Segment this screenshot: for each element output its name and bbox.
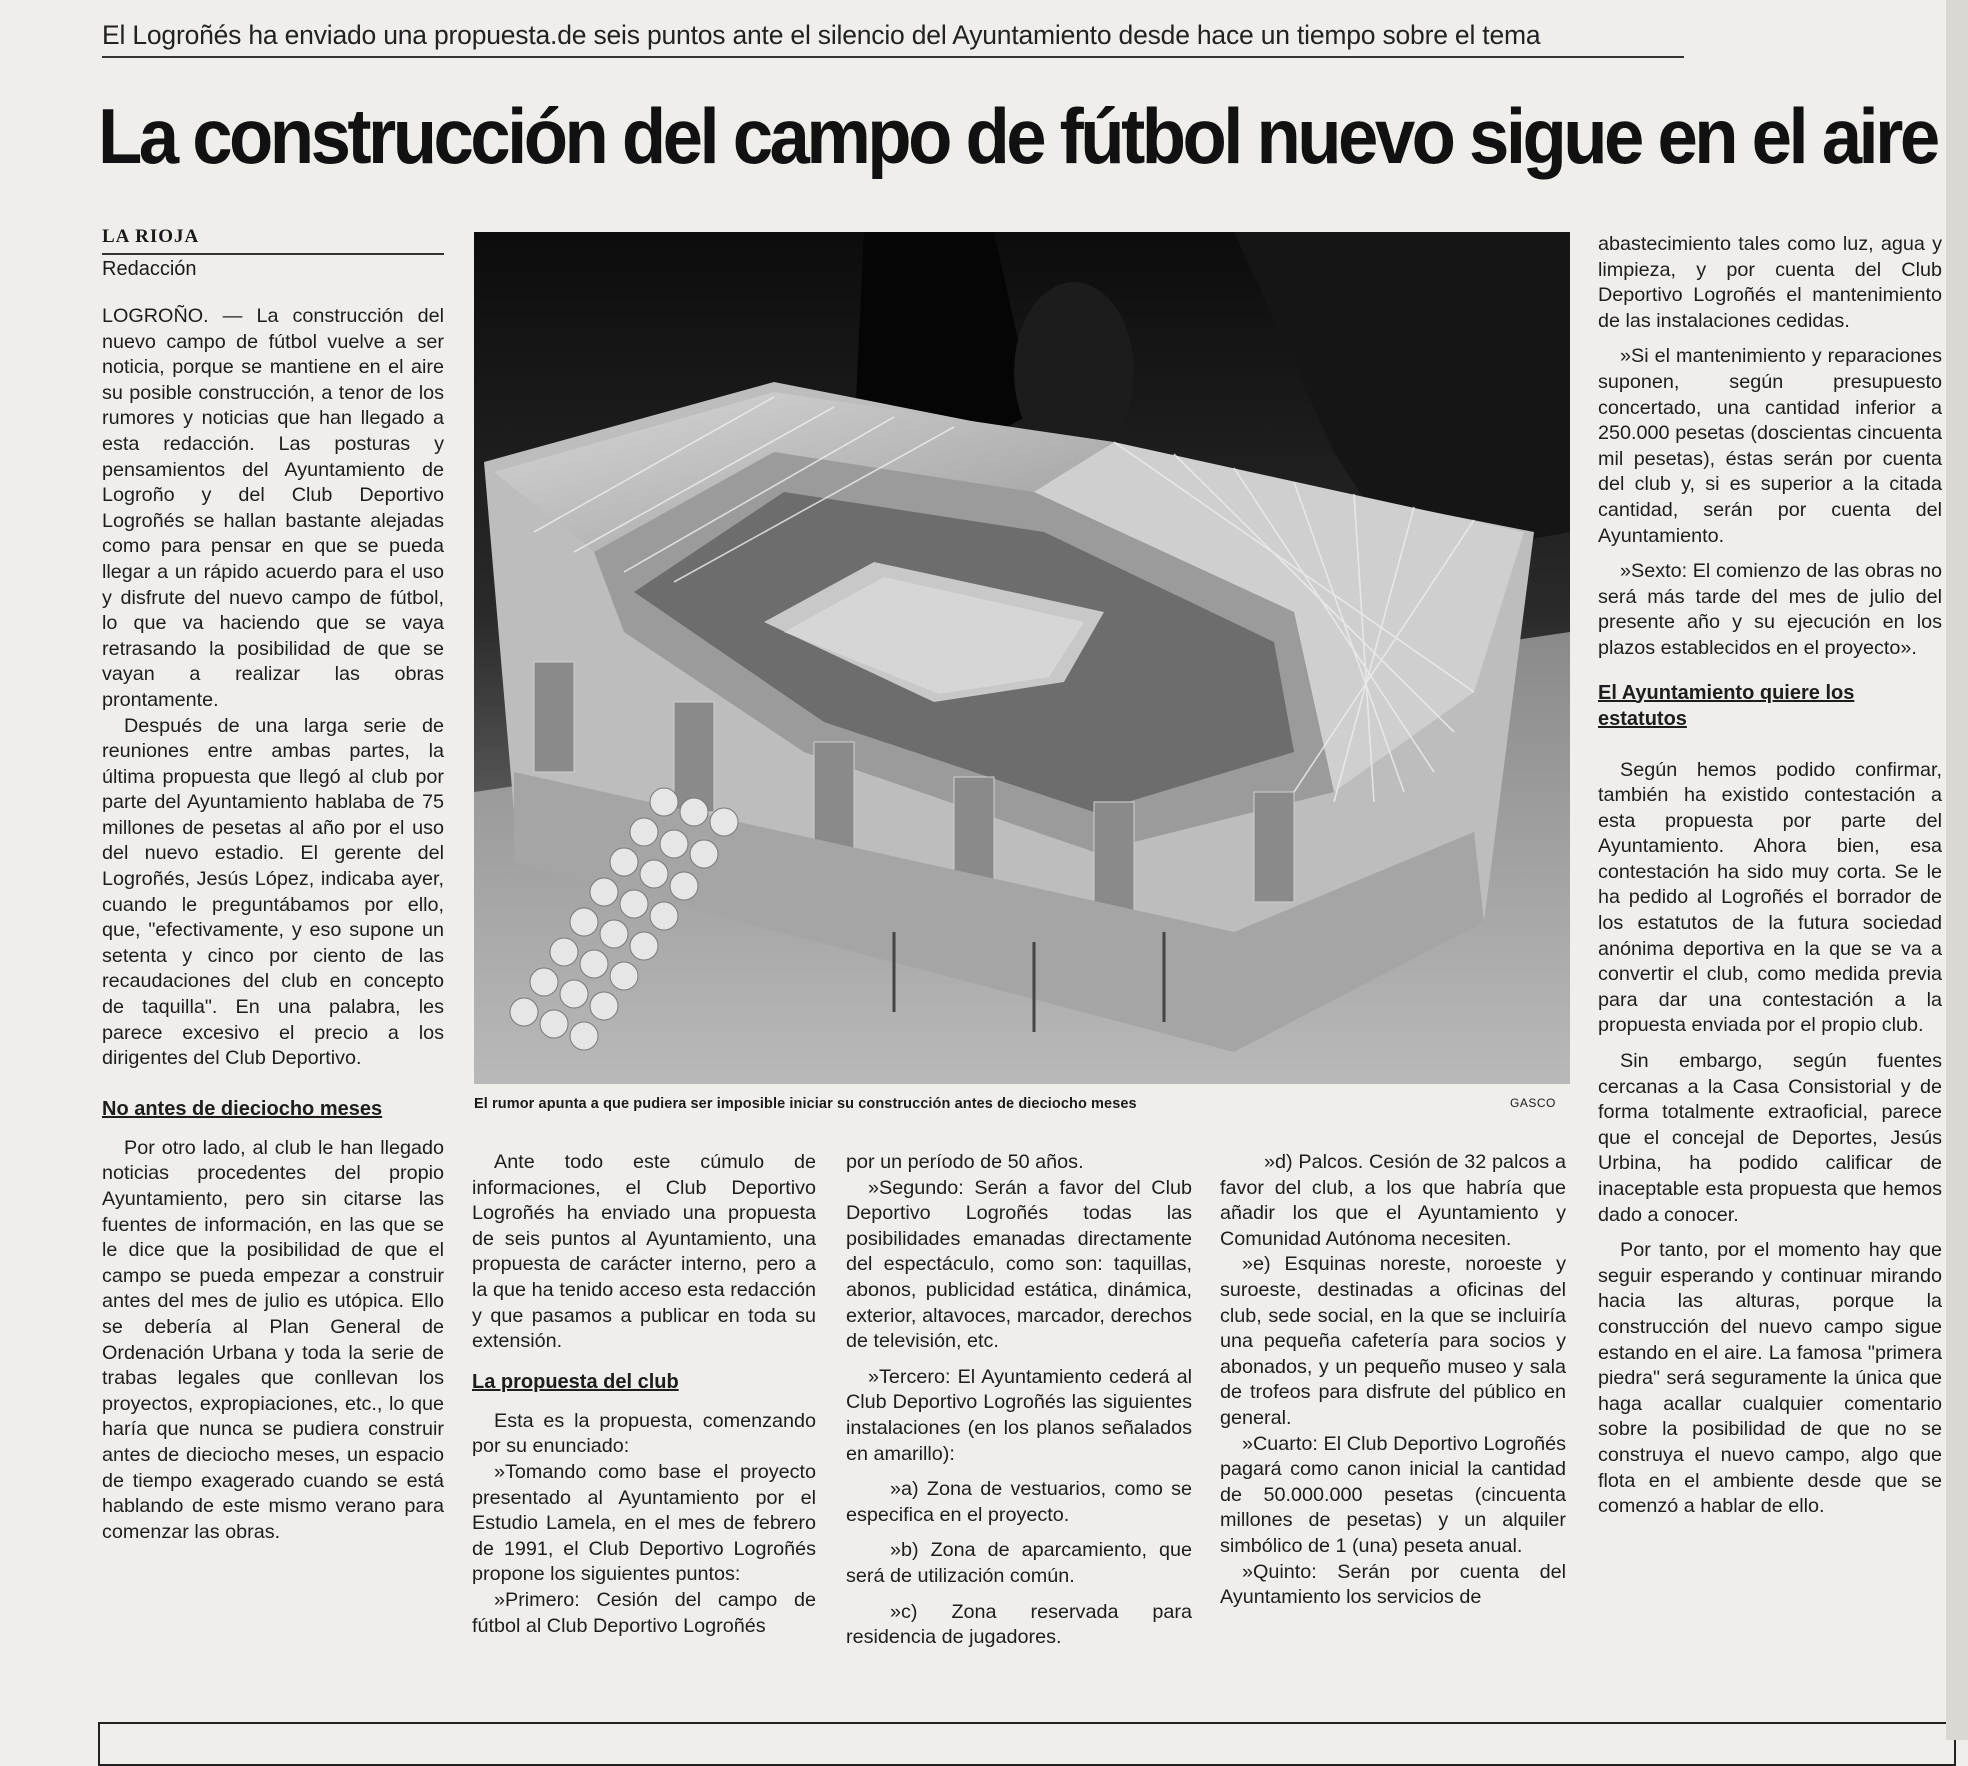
adjacent-page-edge (1946, 0, 1968, 1740)
article-kicker: El Logroñés ha enviado una propuesta.de seis puntos ante el silencio del Ayuntamiento desde hace un tiempo sobre el tema (102, 20, 1541, 50)
subheading: No antes de dieciocho meses (102, 1097, 383, 1120)
paragraph: »Segundo: Serán a favor del Club Deportivo Logroñés todas las posibilidades emanadas directamente del espectáculo, como son: taquillas, abonos, publicidad estática, dinámica, exterior, altavoces, marcador, derechos de televisión, etc. (846, 1176, 1192, 1353)
paragraph: »Quinto: Serán por cuenta del Ayuntamiento los servicios de (1220, 1560, 1566, 1609)
paragraph: »Si el mantenimiento y reparaciones suponen, según presupuesto concertado, una cantidad inferior a 250.000 pesetas (doscientas cincuenta mil pesetas), éstas serán por cuenta del club y, si es superior a la citada cantidad, serán por cuenta del Ayuntamiento. (1598, 345, 1942, 547)
article-headline: La construcción del campo de fútbol nuevo sigue en el aire (98, 92, 1937, 180)
stadium-model-photo (474, 232, 1570, 1084)
column-5 (1598, 232, 1942, 1520)
paragraph: LOGROÑO. — La construcción del nuevo campo de fútbol vuelve a ser noticia, porque se mantiene en el aire su posible construcción, a tenor de los rumores y noticias que han llegado a esta redacción. Las posturas y pensamientos del Ayuntamiento de Logroño y del Club Deportivo Logroñés se hallan bastante alejadas como para pensar en que se pueda llegar a un rápido acuerdo para el uso y disfrute del nuevo campo de fútbol, lo que va haciendo que se vaya retrasando la posibilidad de que se vayan a realizar las obras prontamente. (102, 305, 444, 711)
paragraph: Por otro lado, al club le han llegado noticias procedentes del propio Ayuntamiento, pero sin citarse las fuentes de información, en las que se le dice que la posibilidad de que el campo se pueda empezar a construir antes del mes de julio es utópica. Ello se debería al Plan General de Ordenación Urbana y toda la serie de trabas legales que conllevan los proyectos, expropiaciones, etc., lo que haría que nunca se pudiera construir antes de dieciocho meses, un espacio de tiempo exagerado cuando se está hablando de este mismo verano para comenzar las obras. (102, 1136, 444, 1543)
paragraph: »c) Zona reservada para residencia de jugadores. (846, 1600, 1192, 1649)
column-1 (102, 304, 444, 1545)
paragraph: Sin embargo, según fuentes cercanas a la Casa Consistorial y de forma totalmente extraoficial, parece que el concejal de Deportes, Jesús Urbina, ha podido calificar de inaceptable esta propuesta que hemos dado a conocer. (1598, 1050, 1942, 1226)
byline-desk: Redacción (102, 258, 197, 280)
paragraph: por un período de 50 años. (846, 1151, 1084, 1173)
paragraph: Ante todo este cúmulo de informaciones, el Club Deportivo Logroñés ha enviado una propuesta de seis puntos al Ayuntamiento, una propuesta de carácter interno, pero a la que ha tenido acceso esta redacción y que pasamos a publicar en toda su extensión. (472, 1151, 816, 1353)
paragraph: »Tomando como base el proyecto presentado al Ayuntamiento por el Estudio Lamela, en el mes de febrero de 1991, el Club Deportivo Logroñés propone los siguientes puntos: (472, 1460, 816, 1586)
subheading: El Ayuntamiento quiere los estatutos (1598, 681, 1855, 730)
subheading: La propuesta del club (472, 1370, 679, 1393)
column-3 (846, 1150, 1192, 1651)
paragraph: »d) Palcos. Cesión de 32 palcos a favor del club, a los que habría que añadir los que el Ayuntamiento y Comunidad Autónoma necesiten. (1220, 1151, 1566, 1250)
photo-caption: El rumor apunta a que pudiera ser imposible iniciar su construcción antes de dieciocho meses (474, 1096, 1137, 1112)
stadium-model-illustration (474, 232, 1570, 1084)
paragraph: Después de una larga serie de reuniones entre ambas partes, la última propuesta que llegó al club por parte del Ayuntamiento hablaba de 75 millones de pesetas al año por el uso del nuevo estadio. El gerente del Logroñés, Jesús López, indicaba ayer, cuando le preguntábamos por ello, que, "efectivamente, y eso supone un setenta y cinco por ciento de las recaudaciones del club en concepto de taquilla". En una palabra, les parece excesivo el precio a los dirigentes del Club Deportivo. (102, 714, 444, 1070)
paragraph: »b) Zona de aparcamiento, que será de utilización común. (846, 1539, 1192, 1587)
paragraph: Esta es la propuesta, comenzando por su enunciado: (472, 1409, 816, 1458)
column-4 (1220, 1150, 1566, 1611)
paragraph: Según hemos podido confirmar, también ha existido contestación a esta propuesta por parte del Ayuntamiento. Ahora bien, esa contestación ha sido muy corta. Se le ha pedido al Logroñés el borrador de los estatutos de la futura sociedad anónima deportiva en la que se va a convertir el club, como medida previa para dar una contestación a la propuesta enviada por el propio club. (1598, 758, 1942, 1037)
paragraph: »Tercero: El Ayuntamiento cederá al Club Deportivo Logroñés las siguientes instalaciones (en los planos señalados en amarillo): (846, 1365, 1192, 1465)
paragraph: Por tanto, por el momento hay que seguir esperando y continuar mirando hacia las alturas, porque la construcción del nuevo campo sigue estando en el aire. La famosa "primera piedra" será seguramente la única que haga acallar cualquier comentario sobre la posibilidad de que no se construya el nuevo campo, algo que flota en el ambiente desde que se comenzó a hablar de ello. (1598, 1239, 1942, 1518)
paragraph: »Primero: Cesión del campo de fútbol al Club Deportivo Logroñés (472, 1588, 816, 1637)
bottom-frame (98, 1722, 1956, 1766)
photo-credit: GASCO (1510, 1096, 1556, 1110)
newspaper-name: LA RIOJA (102, 226, 200, 247)
paragraph: »Sexto: El comienzo de las obras no será más tarde del mes de julio del presente año y su ejecución en los plazos establecidos en el proyecto». (1598, 560, 1942, 659)
paragraph: »a) Zona de vestuarios, como se especifica en el proyecto. (846, 1478, 1192, 1526)
kicker-underline (102, 56, 1684, 58)
paragraph: »Cuarto: El Club Deportivo Logroñés pagará como canon inicial la cantidad de 50.000.000 pesetas (cincuenta millones de pesetas) y un alquiler simbólico de 1 (una) peseta anual. (1220, 1432, 1566, 1557)
paragraph: »e) Esquinas noreste, noroeste y suroeste, destinadas a oficinas del club, sede social, en la que se incluiría una pequeña cafetería para socios y abonados, y un pequeño museo y sala de trofeos para disfrute del público en general. (1220, 1253, 1566, 1429)
column-2 (472, 1150, 816, 1639)
paragraph: abastecimiento tales como luz, agua y limpieza, y por cuenta del Club Deportivo Logroñés el mantenimiento de las instalaciones cedidas. (1598, 233, 1942, 332)
byline-divider (102, 253, 444, 255)
